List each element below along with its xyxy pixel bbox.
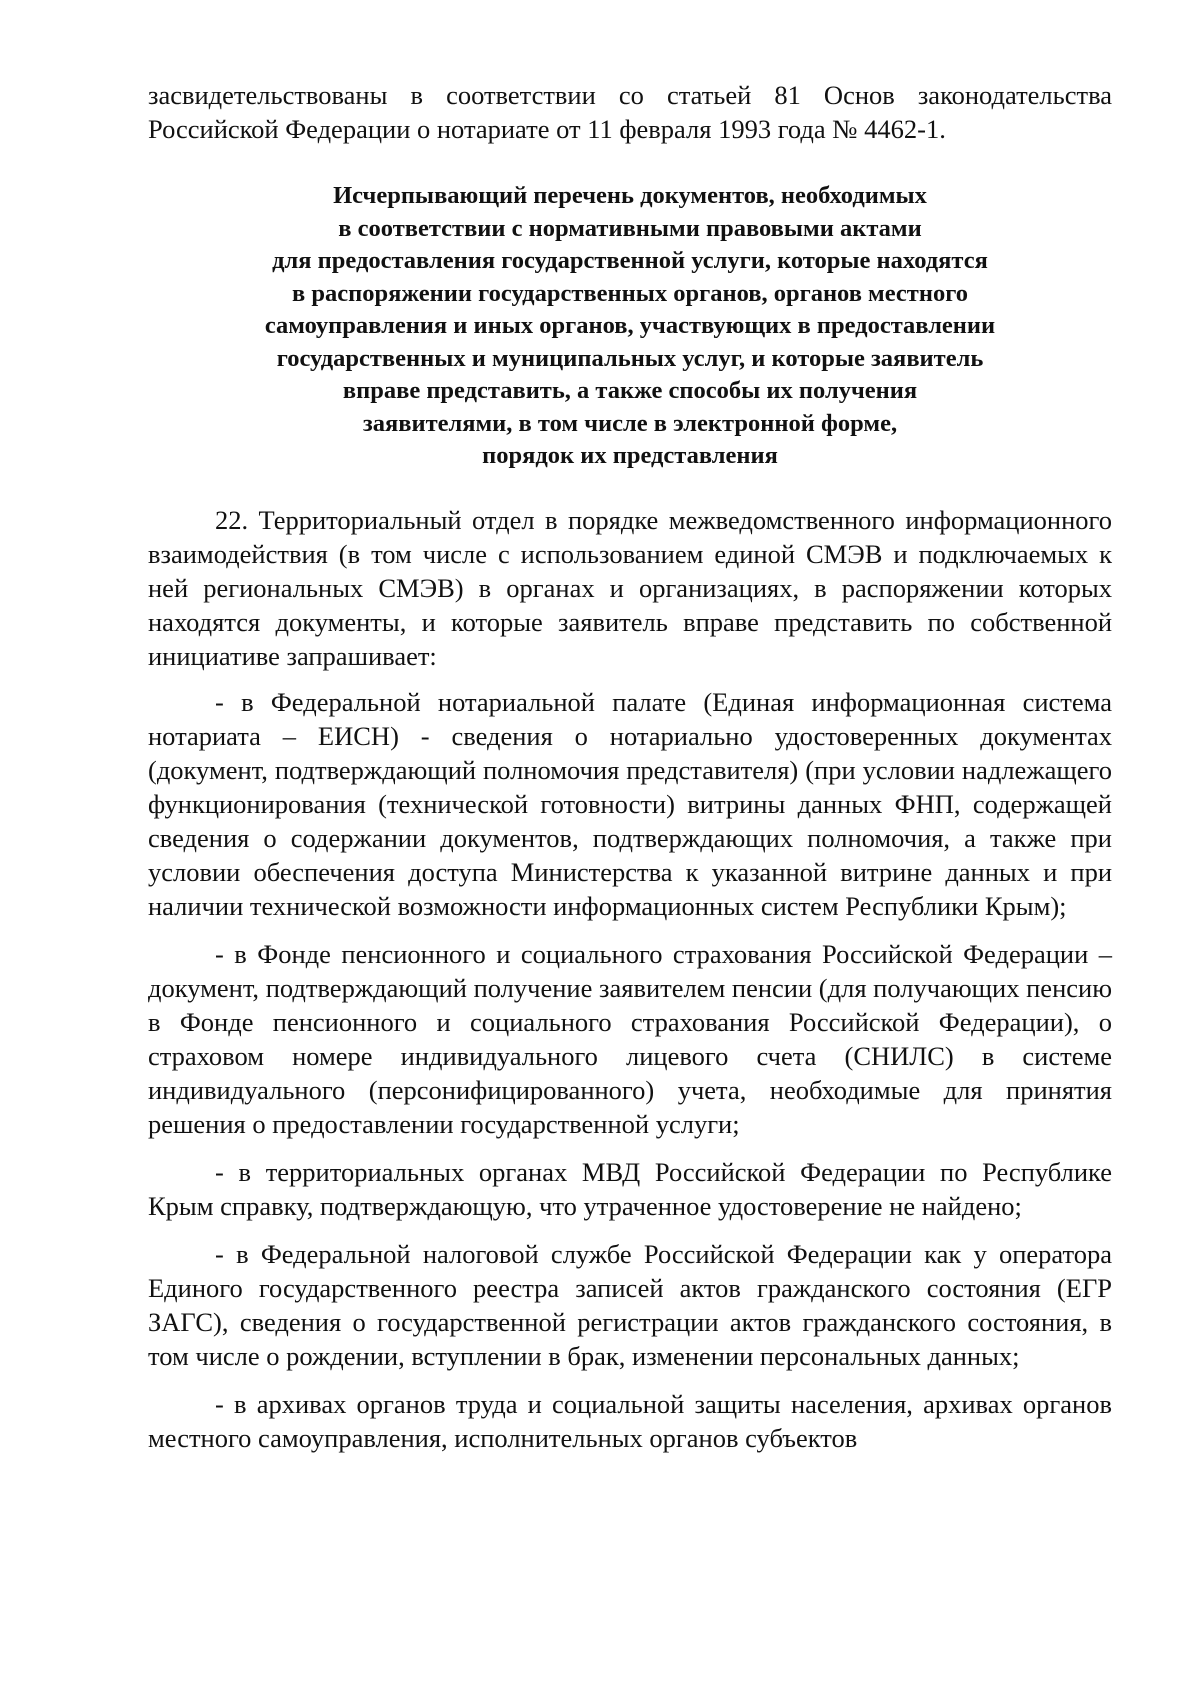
heading-line: вправе представить, а также способы их получения [342, 377, 918, 404]
intro-paragraph: засвидетельствованы в соответствии со статьей 81 Основ законодательства Российской Федерации о нотариате от 11 февраля 1993 года № 4462-1. [148, 80, 1112, 144]
list-item: - в Федеральной нотариальной палате (Единая информационная система нотариата – ЕИСН) - сведения о нотариально удостоверенных документах (документ, подтверждающий полномочия представителя) (при условии надлежащего функционирования (технической готовности) витрины данных ФНП, содержащей сведения о содержании документов, подтверждающих полномочия, а также при условии обеспечения доступа Министерства к указанной витрине данных и при наличии технической возможности информационных систем Республики Крым); [148, 686, 1112, 921]
heading-line: заявителями, в том числе в электронной форме, [362, 409, 898, 437]
heading-line: Исчерпывающий перечень документов, необходимых [333, 182, 927, 209]
heading-line: государственных и муниципальных услуг, и которые заявитель [276, 344, 984, 372]
heading-line: самоуправления и иных органов, участвующих в предоставлении [264, 312, 996, 339]
heading-line: порядок их представления [482, 442, 778, 469]
list-item: - в архивах органов труда и социальной защиты населения, архивах органов местного самоуправления, исполнительных органов субъектов [148, 1388, 1112, 1453]
list-item: - в Фонде пенсионного и социального страхования Российской Федерации – документ, подтверждающий получение заявителем пенсии (для получающих пенсию в Фонде пенсионного и социального страхования Российской Федерации), о страховом номере индивидуального лицевого счета (СНИЛС) в системе индивидуального (персонифицированного) учета, необходимые для принятия решения о предоставлении государственной услуги; [148, 938, 1112, 1139]
list-item: - в территориальных органах МВД Российской Федерации по Республике Крым справку, подтверждающую, что утраченное удостоверение не найдено; [148, 1156, 1112, 1221]
section-heading [148, 180, 1112, 473]
heading-line: в распоряжении государственных органов, органов местного [292, 279, 968, 307]
document-page [148, 78, 1112, 1455]
list-item: - в Федеральной налоговой службе Российской Федерации как у оператора Единого государственного реестра записей актов гражданского состояния (ЕГР ЗАГС), сведения о государственной регистрации актов гражданского состояния, в том числе о рождении, вступлении в брак, изменении персональных данных; [148, 1238, 1112, 1371]
heading-line: для предоставления государственной услуги, которые находятся [272, 247, 988, 274]
heading-line: в соответствии с нормативными правовыми актами [338, 214, 922, 242]
paragraph-22: 22. Территориальный отдел в порядке межведомственного информационного взаимодействия (в том числе с использованием единой СМЭВ и подключаемых к ней региональных СМЭВ) в органах и организациях, в распоряжении которых находятся документы, и которые заявитель вправе представить по собственной инициативе запрашивает: [148, 504, 1112, 671]
